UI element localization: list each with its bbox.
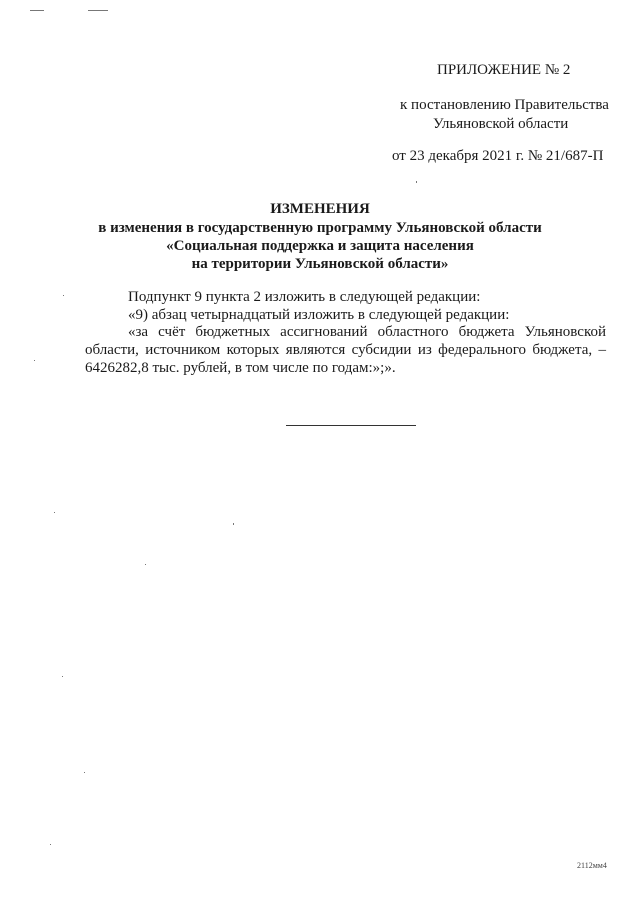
appendix-label: ПРИЛОЖЕНИЕ № 2 (437, 62, 571, 78)
scan-artifact (34, 360, 35, 361)
footer-code: 2112мм4 (577, 861, 607, 870)
scan-artifact (63, 295, 64, 296)
scan-artifact (233, 523, 234, 525)
scan-artifact (416, 181, 417, 183)
scan-artifact (84, 772, 85, 773)
scan-artifact (50, 844, 51, 845)
decree-reference: к постановлению Правительства (400, 97, 609, 113)
paragraph-3-line-2: области, источником которых являются субсидии из федерального бюджета, – (85, 342, 606, 358)
scan-artifact (145, 564, 146, 565)
title-line-3: на территории Ульяновской области» (191, 256, 449, 272)
region-name: Ульяновской области (433, 116, 569, 132)
paragraph-3-line-3: 6426282,8 тыс. рублей, в том числе по годам:»;». (85, 360, 396, 376)
paragraph-1: Подпункт 9 пункта 2 изложить в следующей редакции: (128, 289, 481, 305)
doc-title: ИЗМЕНЕНИЯ (270, 201, 370, 217)
paragraph-2: «9) абзац четырнадцатый изложить в следующей редакции: (128, 307, 510, 323)
title-line-2: «Социальная поддержка и защита населения (166, 238, 474, 254)
date-number: от 23 декабря 2021 г. № 21/687-П (392, 148, 604, 164)
scan-artifact (88, 10, 108, 11)
closing-rule (286, 425, 416, 426)
scan-artifact (54, 512, 55, 513)
scan-artifact (30, 10, 44, 11)
title-line-1: в изменения в государственную программу Ульяновской области (98, 220, 542, 236)
paragraph-3-line-1: «за счёт бюджетных ассигнований областного бюджета Ульяновской (128, 324, 606, 340)
scan-artifact (62, 676, 63, 677)
